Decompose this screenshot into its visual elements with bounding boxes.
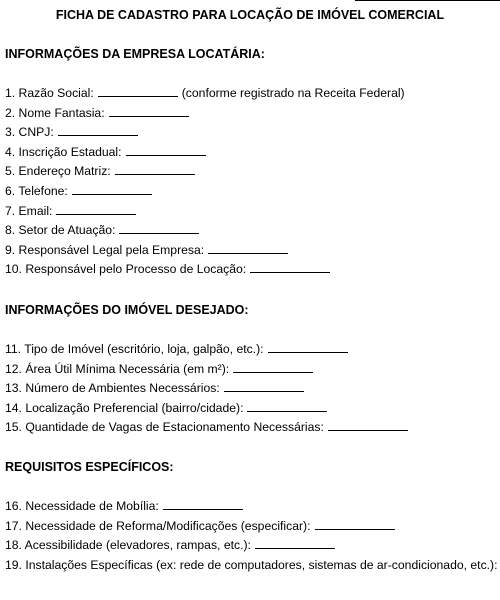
field-cnpj — [5, 123, 499, 143]
field-endereco-matriz — [5, 162, 499, 182]
field-label: 4. Inscrição Estadual: — [5, 144, 122, 159]
field-tipo-imovel — [5, 340, 499, 360]
field-inscricao-estadual — [5, 143, 499, 163]
field-label: 15. Quantidade de Vagas de Estacionamento Necessárias: — [5, 420, 324, 435]
field-nome-fantasia — [5, 104, 499, 124]
fill-in-blank[interactable] — [72, 193, 152, 195]
field-list — [5, 84, 499, 280]
fill-in-blank[interactable] — [315, 528, 395, 530]
section-heading: INFORMAÇÕES DA EMPRESA LOCATÁRIA: — [5, 47, 265, 61]
fill-in-blank[interactable] — [208, 252, 288, 254]
field-label: 11. Tipo de Imóvel (escritório, loja, galpão, etc.): — [5, 342, 264, 356]
fill-in-blank[interactable] — [109, 115, 189, 117]
fill-in-blank[interactable] — [56, 213, 136, 215]
section-company-info — [5, 46, 499, 280]
field-label: 7. Email: — [5, 203, 53, 218]
field-responsavel-legal — [5, 241, 499, 261]
field-acessibilidade — [5, 536, 499, 556]
field-numero-ambientes — [5, 379, 499, 399]
fill-in-blank[interactable] — [255, 547, 335, 549]
field-list — [5, 340, 499, 438]
fill-in-blank[interactable] — [328, 429, 408, 431]
field-area-util — [5, 360, 499, 380]
field-label: 6. Telefone: — [5, 183, 68, 198]
field-localizacao — [5, 399, 499, 419]
field-label: 14. Localização Preferencial (bairro/cidade): — [5, 400, 244, 415]
field-label: 16. Necessidade de Mobília: — [5, 499, 159, 513]
field-mobilia — [5, 497, 499, 517]
field-telefone — [5, 182, 499, 202]
field-label: 10. Responsável pelo Processo de Locação: — [5, 262, 247, 277]
field-reforma — [5, 517, 499, 537]
fill-in-blank[interactable] — [119, 232, 199, 234]
section-heading: REQUISITOS ESPECÍFICOS: — [5, 460, 174, 474]
field-label: 13. Número de Ambientes Necessários: — [5, 381, 220, 396]
field-label: 1. Razão Social: — [5, 86, 94, 100]
document-title: FICHA DE CADASTRO PARA LOCAÇÃO DE IMÓVEL COMERCIAL — [55, 8, 445, 22]
field-label: 18. Acessibilidade (elevadores, rampas, etc.): — [5, 538, 251, 553]
top-divider — [355, 0, 500, 1]
field-label: 9. Responsável Legal pela Empresa: — [5, 242, 205, 257]
field-responsavel-locacao — [5, 260, 499, 280]
field-label: 2. Nome Fantasia: — [5, 105, 105, 120]
field-instalacoes — [5, 556, 499, 576]
field-vagas-estacionamento — [5, 418, 499, 438]
fill-in-blank[interactable] — [233, 371, 313, 373]
section-property-info — [5, 302, 499, 438]
field-note: (conforme registrado na Receita Federal) — [181, 86, 405, 100]
fill-in-blank[interactable] — [268, 351, 348, 353]
fill-in-blank[interactable] — [58, 134, 138, 136]
fill-in-blank[interactable] — [250, 271, 330, 273]
field-label: 19. Instalações Específicas (ex: rede de computadores, sistemas de ar-condicionado, etc.): — [5, 557, 498, 572]
field-label: 3. CNPJ: — [5, 125, 54, 140]
field-label: 12. Área Útil Mínima Necessária (em m²): — [5, 361, 230, 376]
fill-in-blank[interactable] — [115, 173, 195, 175]
field-razao-social — [5, 84, 499, 104]
field-list — [5, 497, 499, 575]
section-requirements — [5, 459, 499, 575]
fill-in-blank[interactable] — [163, 508, 243, 510]
fill-in-blank[interactable] — [126, 154, 206, 156]
section-heading: INFORMAÇÕES DO IMÓVEL DESEJADO: — [5, 303, 249, 317]
fill-in-blank[interactable] — [98, 95, 178, 97]
field-label: 8. Setor de Atuação: — [5, 223, 116, 238]
fill-in-blank[interactable] — [247, 410, 327, 412]
field-setor-atuacao — [5, 221, 499, 241]
field-label: 5. Endereço Matriz: — [5, 164, 111, 179]
fill-in-blank[interactable] — [224, 390, 304, 392]
field-email — [5, 202, 499, 222]
field-label: 17. Necessidade de Reforma/Modificações (especificar): — [5, 518, 311, 533]
